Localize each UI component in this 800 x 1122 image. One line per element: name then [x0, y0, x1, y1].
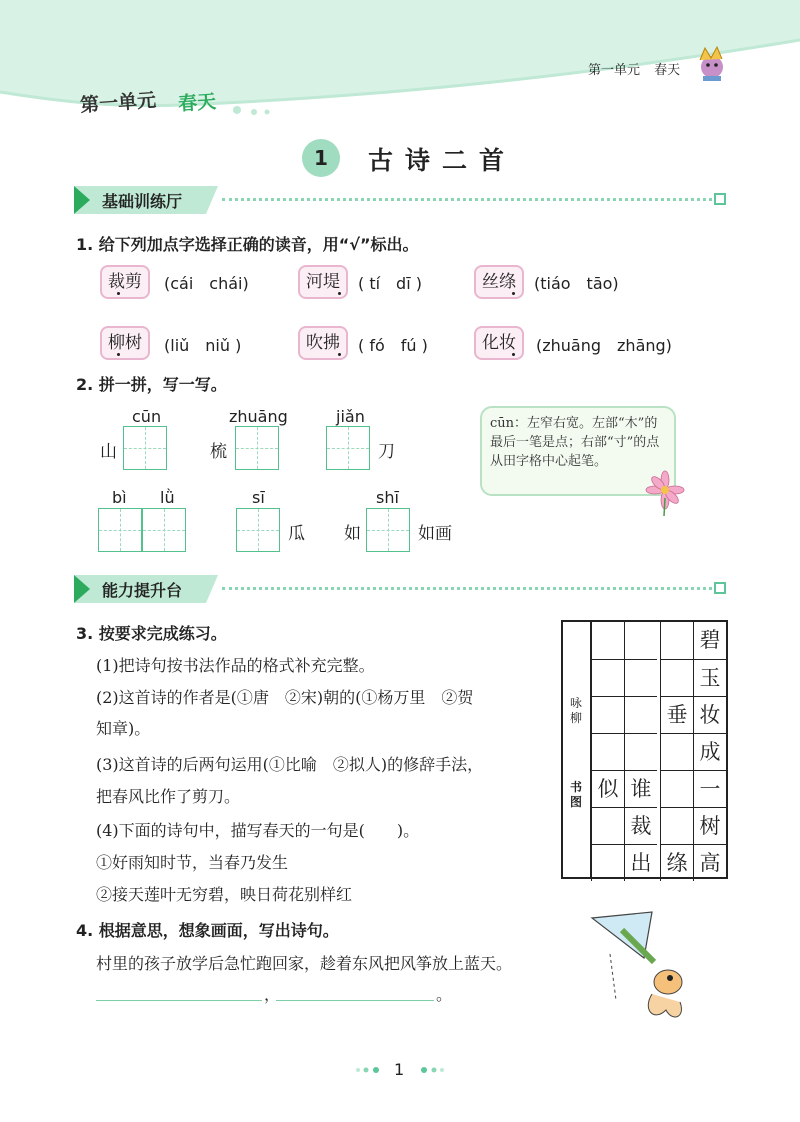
emphasis-dot [512, 353, 515, 356]
word-box: 丝绦 [474, 265, 524, 299]
pinyin-options[interactable]: (zhuāng zhāng) [536, 336, 672, 355]
kite-illustration [582, 910, 706, 1028]
grid-title-divider [590, 622, 591, 877]
q3-line: (1)把诗句按书法作品的格式补充完整。 [96, 656, 375, 675]
question-3-prompt: 3. 按要求完成练习。 [76, 624, 227, 643]
q3-line: (4)下面的诗句中，描写春天的一句是( )。 [96, 821, 420, 840]
emphasis-dot [117, 353, 120, 356]
tian-grid-box[interactable] [236, 508, 280, 552]
poem-grid-cell[interactable]: 出 [624, 844, 657, 881]
tian-grid-box[interactable] [326, 426, 370, 470]
pinyin-label: zhuāng [229, 407, 288, 426]
poem-grid-cell[interactable] [591, 659, 624, 696]
pinyin-label: shī [376, 488, 399, 507]
pinyin-label: sī [252, 488, 265, 507]
emphasis-dot [512, 292, 515, 295]
tian-grid-box[interactable] [142, 508, 186, 552]
section-end-marker [714, 582, 726, 594]
tian-grid-box[interactable] [235, 426, 279, 470]
poem-grid-cell[interactable] [591, 844, 624, 881]
q3-line: 把春风比作了剪刀。 [96, 787, 241, 806]
pinyin-options[interactable]: ( tí dī ) [358, 274, 422, 293]
flower-icon [640, 468, 690, 518]
word-box: 裁剪 [100, 265, 150, 299]
pinyin-options[interactable]: ( fó fú ) [358, 336, 428, 355]
word-box: 吹拂 [298, 326, 348, 360]
poem-grid-cell[interactable]: 成 [693, 733, 726, 770]
section-title-ability: 能力提升台 [102, 581, 183, 600]
poem-grid-cell[interactable]: 裁 [624, 807, 657, 844]
emphasis-dot [117, 292, 120, 295]
seal-stamp: 书图 [569, 780, 582, 809]
q3-line: ②接天莲叶无穷碧，映日荷花别样红 [96, 885, 353, 904]
poem-grid-cell[interactable]: 似 [591, 770, 624, 807]
poem-grid-cell[interactable]: 玉 [693, 659, 726, 696]
pinyin-label: cūn [132, 407, 162, 426]
separator-comma: ， [264, 985, 281, 1004]
word-box: 柳树 [100, 326, 150, 360]
tian-grid-box[interactable] [123, 426, 167, 470]
section-divider [222, 587, 712, 590]
page-number: 1 [394, 1060, 405, 1079]
running-header-topic: 春天 [654, 63, 681, 78]
q3-line: (2)这首诗的作者是(①唐 ②宋)朝的(①杨万里 ②贺 [96, 688, 474, 707]
poem-grid-cell[interactable] [591, 733, 624, 770]
pinyin-options[interactable]: (liǔ niǔ ) [164, 336, 242, 355]
poem-grid-cell[interactable] [660, 733, 693, 770]
poem-title: 咏柳 [569, 696, 582, 725]
poem-grid-cell[interactable]: 垂 [660, 696, 693, 733]
tian-grid-box[interactable] [98, 508, 142, 552]
char-label: 如画 [418, 524, 452, 544]
poem-grid-cell[interactable]: 谁 [624, 770, 657, 807]
q3-line: ①好雨知时节，当春乃发生 [96, 853, 289, 872]
poem-grid-cell[interactable] [591, 696, 624, 733]
char-label: 梳 [210, 442, 227, 462]
poem-grid-cell[interactable]: 一 [693, 770, 726, 807]
q3-line: 知章)。 [96, 719, 151, 738]
poem-grid-cell[interactable]: 高 [693, 844, 726, 881]
pinyin-label: jiǎn [336, 407, 365, 426]
poem-grid-cell[interactable] [624, 733, 657, 770]
emphasis-dot [338, 353, 341, 356]
unit-title: 第一单元 [79, 89, 157, 117]
answer-line-2[interactable] [276, 1000, 434, 1001]
emphasis-dot [338, 292, 341, 295]
question-2-prompt: 2. 拼一拼，写一写。 [76, 375, 227, 394]
section-divider [222, 198, 712, 201]
section-end-marker [714, 193, 726, 205]
char-label: 山 [100, 442, 117, 462]
section-title-basic: 基础训练厅 [102, 192, 183, 211]
poem-grid-cell[interactable]: 绦 [660, 844, 693, 881]
lesson-number: 1 [302, 139, 340, 177]
word-box: 河堤 [298, 265, 348, 299]
poem-grid-cell[interactable] [591, 622, 624, 659]
pinyin-label: bì [112, 488, 127, 507]
poem-grid-cell[interactable] [591, 807, 624, 844]
poem-grid-cell[interactable]: 妆 [693, 696, 726, 733]
char-label: 如 [344, 524, 361, 544]
q3-line: (3)这首诗的后两句运用(①比喻 ②拟人)的修辞手法， [96, 755, 484, 774]
poem-grid-cell[interactable] [660, 659, 693, 696]
writing-tip-box: cūn：左窄右宽。左部“木”的最后一笔是点；右部“寸”的点从田字格中心起笔。 [480, 406, 676, 496]
word-box: 化妆 [474, 326, 524, 360]
running-header-unit: 第一单元 [588, 63, 641, 78]
poem-grid-cell[interactable] [660, 770, 693, 807]
char-label: 刀 [378, 442, 395, 462]
separator-period: 。 [436, 985, 453, 1004]
answer-line-1[interactable] [96, 1000, 262, 1001]
pinyin-label: lǜ [160, 488, 175, 507]
question-1-prompt: 1. 给下列加点字选择正确的读音，用“√”标出。 [76, 235, 419, 254]
poem-grid-cell[interactable] [624, 696, 657, 733]
pinyin-options[interactable]: (tiáo tāo) [534, 274, 619, 293]
lesson-title: 古诗二首 [368, 146, 517, 175]
question-4-prompt: 4. 根据意思，想象画面，写出诗句。 [76, 921, 339, 940]
char-label: 瓜 [288, 524, 305, 544]
unit-subtitle: 春天 [177, 90, 217, 116]
poem-grid-cell[interactable]: 树 [693, 807, 726, 844]
running-header [588, 59, 690, 78]
tian-grid-box[interactable] [366, 508, 410, 552]
poem-grid-cell[interactable]: 碧 [693, 622, 726, 659]
poem-grid-cell[interactable] [660, 807, 693, 844]
poem-grid-cell[interactable] [624, 659, 657, 696]
poem-grid-cell[interactable] [660, 622, 693, 659]
pinyin-options[interactable]: (cái chái) [164, 274, 249, 293]
q4-meaning: 村里的孩子放学后急忙跑回家，趁着东风把风筝放上蓝天。 [96, 954, 513, 973]
poem-grid-cell[interactable] [624, 622, 657, 659]
